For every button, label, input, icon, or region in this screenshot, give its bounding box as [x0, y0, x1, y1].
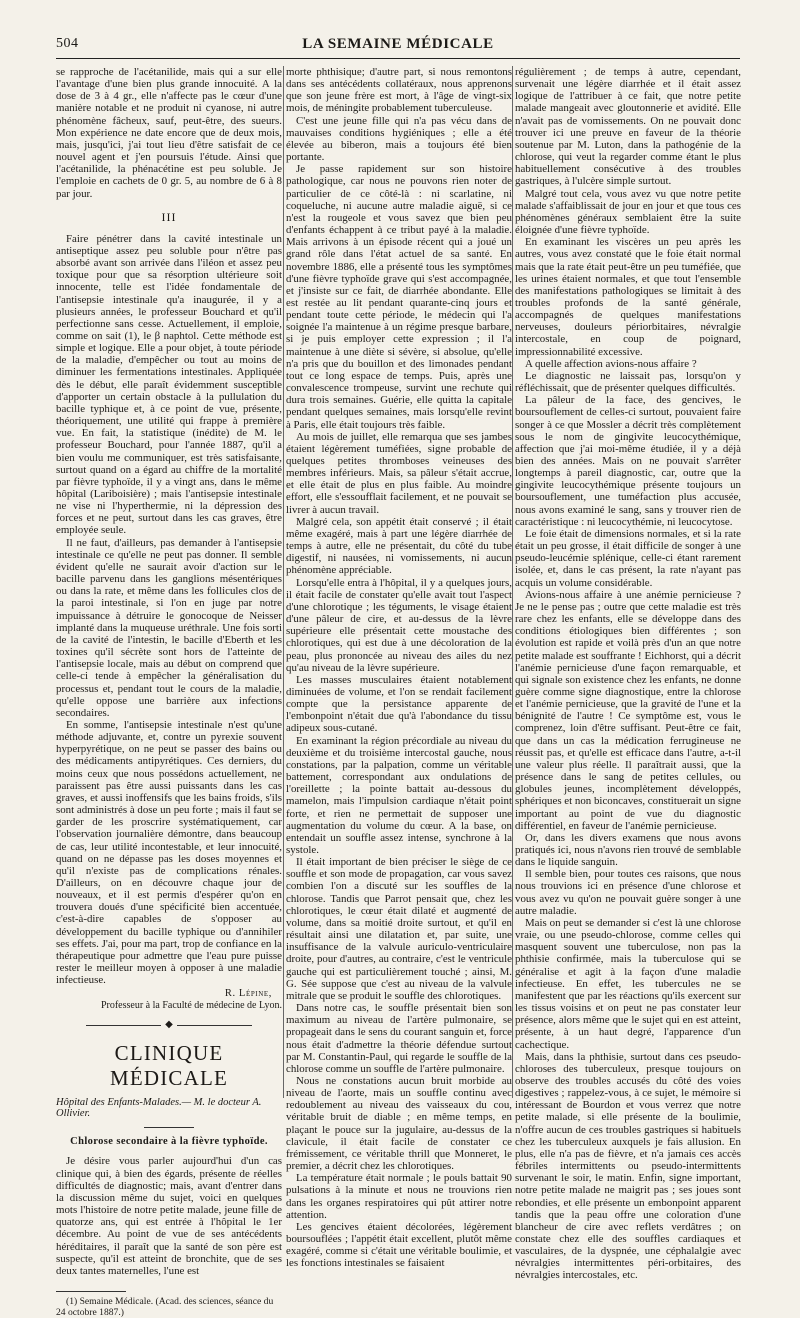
paragraph: En somme, l'antisepsie intestinale n'est qu'une méthode adjuvante, et, contre un pyrexie souvent hyperpyrétique, on ne peut se passer des bains ou des médicaments antipyrétiques. Ces derniers, du moins ceux que nous possédons actuellement, ne paraissent pas être aussi puissants dans les cas graves, et aussi inoffensifs que les bains froids, s'ils sont administrés à dose un peu forte ; mais il faut se garder de les proscrire systématiquement, car l'observation journalière démontre, dans beaucoup de cas, leur utilité incontestable, et leur innocuité, quand on ne dépasse pas les doses moyennes et qu'il n'existe pas de complications rénales. D'ailleurs, on en découvre chaque jour de nouveaux, et il est permis d'espérer qu'on en trouvera doués d'une spécificité bien accentuée, c'est-à-dire capables de s'opposer au développement du bacille typhique ou d'annihiler ses effets. J'ai, pour ma part, trop de confiance en la thérapeutique pour admettre que l'eau pure puisse rester le meilleur moyen à opposer à une maladie infectieuse. — [56, 718, 282, 987]
paragraph: Au mois de juillet, elle remarqua que ses jambes étaient légèrement tuméfiées, signe probable de quelques petites thromboses veineuses des membres inférieurs. Mais, sa pâleur s'était accrue, et elle était de plus en plus faible. Au moindre effort, elle s'essoufflait facilement, et ne pouvait se livrer à aucun travail. — [286, 430, 512, 516]
paragraph: Il ne faut, d'ailleurs, pas demander à l'antisepsie intestinale ce qu'elle ne peut pas donner. Il semble évident qu'elle ne saurait avoir d'action sur le bacille parvenu dans les ganglions mésentériques ou dans la rate, et même dans les follicules clos de la paroi intestinale, si l'on en juge par notre impuissance à détruire le gonocoque de Neisser implanté dans la muqueuse uréthrale. Une fois sorti de la cavité de l'intestin, le bacille d'Eberth et les toxines qu'il sécrète sont hors de l'atteinte de l'antisepsie locale, mais au début on comprend que celle-ci tende à empêcher la généralisation du processus et, pendant tout le cours de la maladie, qu'elle oppose une barrière aux infections secondaires. — [56, 536, 282, 719]
paragraph: A quelle affection avions-nous affaire ? — [525, 357, 697, 370]
article-subtitle: Chlorose secondaire à la fièvre typhoïde. — [70, 1136, 268, 1148]
paragraph: Il était important de bien préciser le siège de ce souffle et son mode de propagation, car vous savez combien l'on a discuté sur les souffles de la chlorose. Tandis que Parrot pensait que, chez les chlorotiques, le cœur était dilaté et augmenté de volume, dans sa moitié droite surtout, et qu'il en résultait ainsi une dilatation et, par suite, une insuffisance de la valvule auriculo-ventriculaire droite, pour d'autres, au contraire, c'est le ventricule gauche qui est particulièrement touché ; ainsi, M. G. Sée suppose que c'est au niveau de la valvule mitrale que se produit le souffle des chlorotiques. — [286, 856, 512, 1002]
footnote-rule — [56, 1291, 126, 1292]
paragraph: Le diagnostic ne laissait pas, lorsqu'on y réfléchissait, que de présenter quelques difficultés. — [515, 369, 741, 395]
paragraph: Les gencives étaient décolorées, légèrement boursouflées ; l'appétit était excellent, plutôt même exagéré, comme si c'était une véritable boulimie, et les fonctions intestinales se faisaient — [286, 1220, 512, 1270]
column-2 — [286, 66, 512, 1270]
paragraph: En examinant les viscères un peu après les autres, vous avez constaté que le foie était normal mais que la rate était peut-être un peu tuméfiée, que les urines étaient normales, et que tout l'ensemble des manifestations pathologiques se limitait à des troubles profonds de la santé générale, accompagnés de quelques manifestations nerveuses, douleurs périorbitaires, névralgie intercostale, en coup de poignard, impressionnabilité excessive. — [515, 236, 741, 358]
section-ornament: ◆ — [56, 1019, 282, 1031]
author-signature: R. Lépine, — [224, 988, 272, 1000]
paragraph: Il semble bien, pour toutes ces raisons, que nous nous trouvions ici en présence d'une chlorose et vous avez vu qu'on ne pouvait guère songer à une autre maladie. — [515, 868, 741, 917]
paragraph: La température était normale ; le pouls battait 90 pulsations à la minute et nous ne trouvions rien dans les organes respiratoires qui pût attirer notre attention. — [286, 1172, 512, 1221]
paragraph: Mais, dans la phthisie, surtout dans ces pseudo-chloroses des tuberculeux, presque toujours on observe des troubles accusés du côté des voies digestives ; rappelez-vous, à ce sujet, le mémoire si intéressant de Bourdon et vous verrez que notre petite malade, si elle présente de la boulimie, n'offre aucun de ces troubles gastriques si habituels chez les tuberculeux auxquels je fais allusion. En plus, elle n'a pas de fièvre, et n'a jamais ces accès fébriles intermittents ou pseudo-intermittents survenant le soir, le matin. Enfin, signe important, notre petite malade ne maigrit pas ; ses joues sont rebondies, et elle présente un embonpoint apparent tandis que la peau offre une coloration d'une blancheur de cire avec reflets verdâtres ; on constate chez elle des souffles cardiaques et vasculaires, de la dyspnée, une céphalalgie avec névralgies intermittentes péri-orbitaires, des névralgies intercostales, etc. — [515, 1050, 741, 1282]
column-1 — [56, 66, 282, 1318]
paragraph: C'est une jeune fille qui n'a pas vécu dans de mauvaises conditions hygiéniques ; elle a été élevée au biberon, mais a toujours été bien portante. — [286, 114, 512, 164]
paragraph: Nous ne constations aucun bruit morbide au niveau de l'aorte, mais un souffle continu avec redoublement au niveau des vaisseaux du cou, véritable bruit de diable ; en même temps, en plaçant le pouce sur la jugulaire, au-dessus de la clavicule, il était facile de constater ce frémissement, ce véritable thrill que Monneret, le premier, a décrit chez les chlorotiques. — [286, 1074, 512, 1173]
paragraph: régulièrement ; de temps à autre, cependant, survenait une légère diarrhée et il était assez logique de l'attribuer à ce fait, que notre petite malade mangeait avec gloutonnerie et avidité. Elle n'avait pas de vomissements. On ne pouvait donc trouver ici une preuve en faveur de la théorie soutenue par M. Luton, dans la pathogénie de la chlorose, qui veut la regarder comme étant le plus habituellement consécutive à des troubles gastriques, à l'ulcère simple surtout. — [515, 66, 741, 188]
paragraph: En examinant la région précordiale au niveau du deuxième et du troisième intercostal gauche, nous constations, par la palpation, comme un véritable battement, correspondant aux ondulations de l'oreillette ; la pointe battait au-dessous du mamelon, mais l'impulsion cardiaque n'était point forte, et rien ne permettait de supposer une augmentation du volume du cœur. A la base, on entendait un souffle assez intense, synchrone à la systole. — [286, 734, 512, 856]
page-header — [56, 36, 740, 56]
footnote: (1) Semaine Médicale. (Acad. des sciences, séance du 24 octobre 1887.) — [56, 1295, 274, 1318]
paragraph: Or, dans les divers examens que nous avons pratiqués ici, nous n'avons rien trouvé de semblable dans le liquide sanguin. — [515, 831, 741, 869]
paragraph: Dans notre cas, le souffle présentait bien son maximum au niveau de l'artère pulmonaire, se propageait dans le sens du courant sanguin et, force nous était d'admettre la théorie défendue surtout par M. Constantin-Paul, qui regarde le souffle de la chlorose comme un souffle de l'artère pulmonaire. — [286, 1002, 512, 1075]
header-rule — [56, 58, 740, 59]
paragraph: Je désire vous parler aujourd'hui d'un cas clinique qui, à bien des égards, présente de réelles difficultés de diagnostic; mais, avant d'entrer dans la discussion même du sujet, voici en quelques mots l'histoire de notre petite malade, jeune fille de quatorze ans, qui est entrée à l'hôpital le 1er décembre. Au point de vue de ses antécédents héréditaires, il paraît que la santé de son père est suspecte, qu'il est atteint de bronchite, que de ses deux tantes maternelles, l'une est — [56, 1155, 282, 1277]
paragraph: Malgré cela, son appétit était conservé ; il était même exagéré, mais à part une légère diarrhée de temps à autre, elle ne présentait, du côté du tube digestif, ni nausées, ni vomissements, ni aucun phénomène appréciable. — [286, 515, 512, 577]
paragraph: Les masses musculaires étaient notablement diminuées de volume, et l'on se rendait facilement compte que la persistance apparente de l'embonpoint n'était due qu'à l'abondance du tissu adipeux sous-cutané. — [286, 673, 512, 735]
paragraph: Avions-nous affaire à une anémie pernicieuse ? Je ne le pense pas ; outre que cette maladie est très rare chez les enfants, elle se développe dans des conditions étiologiques bien différentes ; son évolution est rapide et voilà près d'un an que notre petite malade est souffrante ! Eichhorst, qui a décrit l'anémie pernicieuse d'une façon remarquable, et qui signale son existence chez les enfants, ne donne guère comme signe diagnostique, entre la chlorose et l'anémie pernicieuse, que la gravité de l'une et la bénignité de l'autre ! Ce symptôme est, vous le comprenez, loin d'être suffisant. Peut-être ce fait, que dans un cas la médication ferrugineuse ne réussit pas, et qu'elle est efficace dans l'autre, a-t-il une valeur plus réelle. Il paraîtrait aussi, que la présence dans le sang de petites cellules, ou globules jeunes, incomplètement développés, sphériques et non biconcaves, constituerait un signe important au point de vue du diagnostic différentiel, en faveur de l'anémie pernicieuse. — [515, 588, 741, 832]
page-number: 504 — [56, 36, 79, 51]
paragraph: Je passe rapidement sur son histoire pathologique, car nous ne pouvons rien noter de particulier de ce côté-là : ni scarlatine, ni coqueluche, ni aucune autre maladie aiguë, si ce n'est la rougeole et vous savez que bien peu d'enfants échappent à ce tribut payé à la maladie. Mais arrivons à un épisode récent qui a joué un grand rôle dans l'état actuel de sa santé. En novembre 1886, elle a présenté tous les symptômes d'une fièvre typhoïde grave qui s'est accompagnée, et j'insiste sur ce fait, de diarrhée abondante. Elle est restée au lit pendant quarante-cinq jours et pendant toute cette période, le médecin qui l'a soignée l'a maintenue à un régime presque barbare, si je puis employer cette expression ; il l'a maintenue à une diète si sévère, si absolue, qu'elle n'a pris que du bouillon et des limonades pendant tout ce long espace de temps. Puis, après une convalescence trompeuse, survint une rechute qui dura trois semaines. Guérie, elle quitta la capitale pendant quelques semaines, mais lorsqu'elle revint à Paris, elle était toujours très faible. — [286, 163, 512, 431]
column-divider — [283, 66, 284, 1098]
journal-title: LA SEMAINE MÉDICALE — [302, 36, 494, 52]
paragraph: morte phthisique; d'autre part, si nous remontons dans ses antécédents collatéraux, nous apprenons que son jeune frère est mort, à l'âge de vingt-six mois, de méningite probablement tuberculeuse. — [286, 66, 512, 115]
paragraph: Lorsqu'elle entra à l'hôpital, il y a quelques jours, il était facile de constater qu'elle avait tout l'aspect d'une chlorotique ; les téguments, le visage étaient d'une pâleur de cire, et au-dessus de la lèvre supérieure elle présentait cette moustache des chlorotiques, qui est due à une décoloration de la peau, plus prononcée au niveau des ailes du nez qu'au niveau de la lèvre supérieure. — [286, 576, 512, 674]
paragraph: Mais on peut se demander si c'est là une chlorose vraie, ou une pseudo-chlorose, comme celles qui masquent souvent une tuberculose, non pas la phthisie confirmée, mais la tuberculose qui se généralise et agit à la façon d'une maladie infectieuse. En effet, les tubercules ne se manifestent que par les réactions qu'ils exercent sur les tissus voisins et on peut ne pas constater leur présence, alors même que le sujet qui en est atteint, présente, à un haut degré, l'apparence d'un cachectique. — [515, 916, 741, 1051]
author-title: Professeur à la Faculté de médecine de Lyon. — [100, 1000, 282, 1012]
column-divider — [512, 66, 513, 1098]
paragraph: se rapproche de l'acétanilide, mais qui a sur elle l'avantage d'une bien plus grande innocuité. A la dose de 3 à 4 gr., elle n'affecte pas le cœur d'une manière notable et ne produit ni cyanose, ni autre phénomène fâcheux, sauf, peut-être, des sueurs. Mon expérience ne date encore que de deux mois, mais, jusqu'ici, j'ai tout lieu d'être satisfait de ce nouvel agent et j'en poursuis l'étude. Ainsi que l'acétanilide, la phénacétine est peu soluble. Je l'emploie en cachets de 0 gr. 5, au nombre de 6 à 8 par jour. — [56, 66, 282, 200]
hospital-line: Hôpital des Enfants-Malades.— M. le docteur A. Ollivier. — [56, 1097, 262, 1120]
paragraph: Le foie était de dimensions normales, et si la rate était un peu grosse, il était difficile de songer à une pseudo-leucémie splénique, celle-ci étant rarement isolée, et, dans le cas présent, la rate n'ayant pas acquis un volume considérable. — [515, 527, 741, 589]
section-title: CLINIQUE MÉDICALE — [109, 1041, 229, 1091]
paragraph: La pâleur de la face, des gencives, le boursouflement de celles-ci surtout, pouvaient faire songer à ce que Mossler a décrit très complètement sous le nom de gingivite leucocythémique, affection que j'ai moi-même étudiée, il y a déjà bien des années. Mais on ne pouvait s'arrêter longtemps à pareil diagnostic, car, outre que la gingivite leucocythémique présente toujours un boursouflement, une tuméfaction plus accusée, nous avons examiné le sang, sans y trouver rien de caractéristique : ni leucocythémie, ni leucocytose. — [515, 394, 741, 528]
divider — [144, 1127, 194, 1128]
column-3 — [515, 66, 741, 1282]
paragraph: Malgré tout cela, vous avez vu que notre petite malade s'affaiblissait de jour en jour et que tous ces phénomènes généraux semblaient être la suite éloignée d'une fièvre typhoïde. — [515, 187, 741, 237]
section-number: III — [161, 209, 177, 224]
paragraph: Faire pénétrer dans la cavité intestinale un antiseptique assez peu soluble pour n'être pas absorbé avant son arrivée dans l'iléon et assez peu toxique pour que sa résorption ultérieure soit innocente, telle est l'idée fondamentale de l'antisepsie intestinale qu'a inaugurée, il y a plusieurs années, le professeur Bouchard et qu'il perfectionne sans cesse. Actuellement, il emploie, comme on sait (1), le β naphtol. Cette méthode est simple et logique. Elle a pour objet, à toute période de la maladie, d'empêcher ou tout au moins de diminuer les fermentations intestinales. Appliquée dès le début, elle paraît évidemment susceptible d'apporter un certain obstacle à la pullulation du bacille typhique et, à ce point de vue, présente, théoriquement, une utilité qui frappe à première vue. En fait, la statistique (inédite) de M. le professeur Bouchard, pour l'année 1887, qu'il a bien voulu me communiquer, est très satisfaisante, surtout quand on a égard au chiffre de la mortalité par fièvre typhoïde, il y a vingt ans, dans le même hôpital (Lariboisière) ; mais l'antisepsie intestinale ne vise ni l'hyperthermie, ni la dépression des forces et ne peut, surtout dans les cas graves, être employée seule. — [56, 232, 282, 537]
